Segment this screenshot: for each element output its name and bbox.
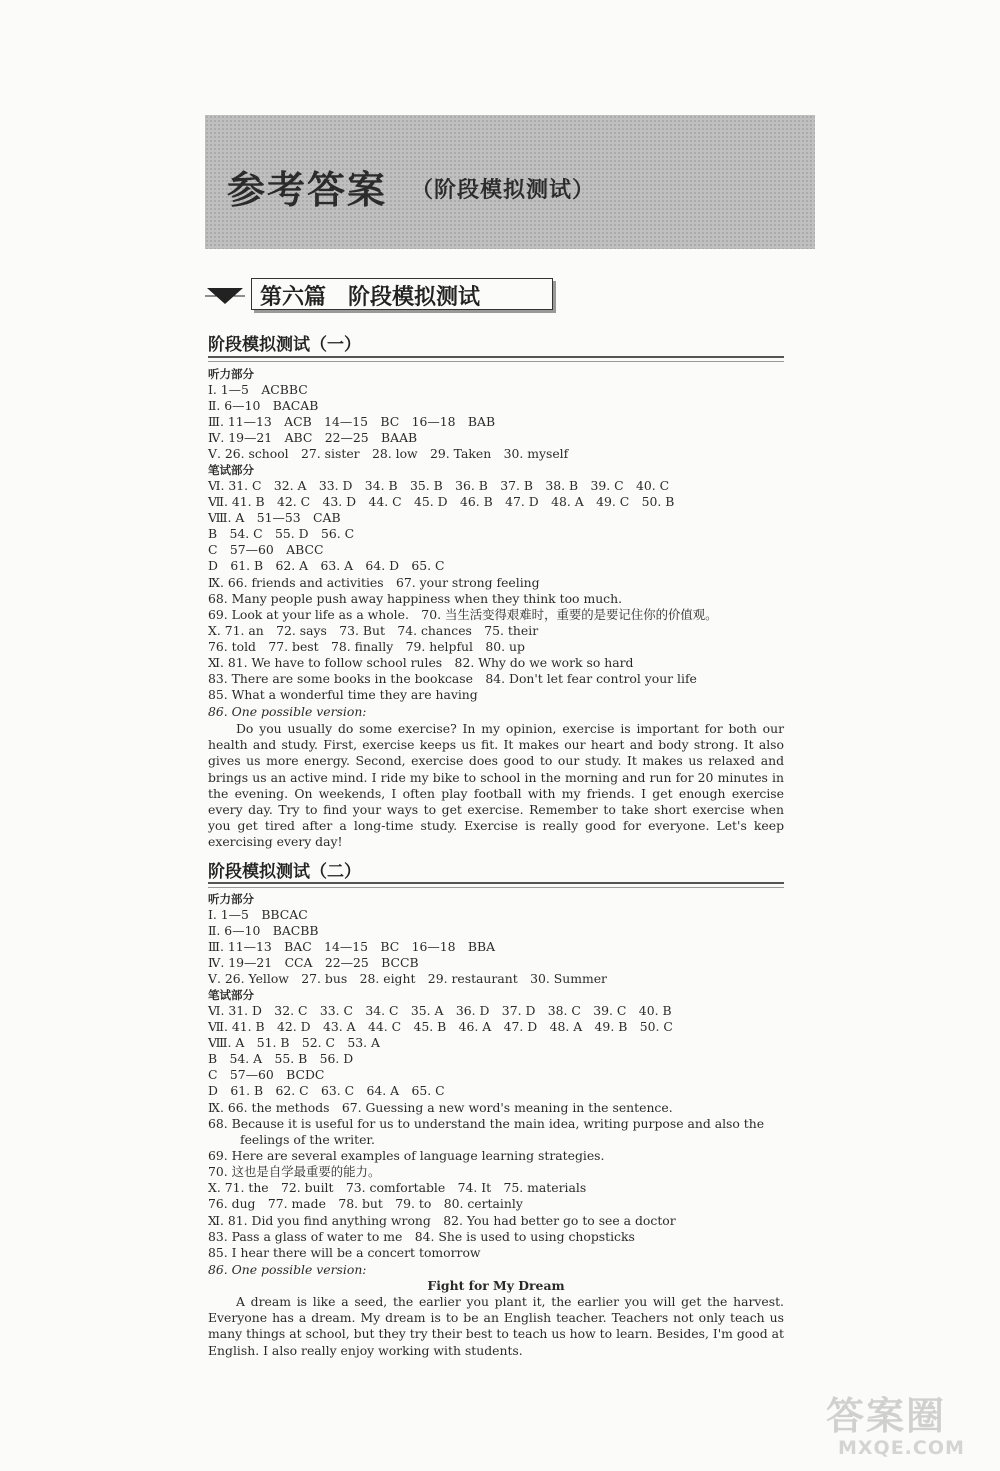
- essay-paragraph: Do you usually do some exercise? In my opinion, exercise is important for both our health and study. First, exercise keeps us fit. It makes our heart and body strong. It also gives us more energy. Second, exercise does good to our study. It makes us relaxed and brings us an active mind. I ride my bike to school in the morning and run for 20 minutes in the evening. On weekends, I often play football with my friends. I get enough exercise every day. Try to find your ways to get exercise. Remember to take short exercise when you get tired after a long-time study. Exercise is really good for everyone. Let's keep exercising every day!: [208, 721, 784, 850]
- list-item: Ⅺ. 81. We have to follow school rules 82. Why do we work so hard: [208, 655, 634, 670]
- chapter-label: 第六篇 阶段模拟测试: [260, 285, 481, 310]
- list-item: B 54. C 55. D 56. C: [208, 526, 355, 541]
- list-item: B 54. A 55. B 56. D: [208, 1051, 354, 1066]
- list-item: 85. I hear there will be a concert tomorrow: [208, 1245, 481, 1260]
- list-item: 83. There are some books in the bookcase 84. Don't let fear control your life: [208, 671, 697, 686]
- list-item: Ⅸ. 66. friends and activities 67. your strong feeling: [208, 575, 540, 590]
- chapter-box: [251, 278, 553, 310]
- list-item: 76. dug 77. made 78. but 79. to 80. certainly: [208, 1196, 523, 1211]
- list-item: 85. What a wonderful time they are having: [208, 687, 478, 702]
- list-item: Ⅷ. A 51—53 CAB: [208, 510, 341, 525]
- watermark-logo: 答案圈: [826, 1394, 947, 1438]
- list-item: D 61. B 62. A 63. A 64. D 65. C: [208, 558, 445, 573]
- list-item: Ⅰ. 1—5 BBCAC: [208, 907, 308, 922]
- banner-title: 参考答案: [227, 168, 388, 212]
- essay-title: Fight for My Dream: [427, 1278, 565, 1293]
- list-item: C 57—60 ABCC: [208, 542, 324, 557]
- list-item: 86. One possible version:: [208, 704, 367, 719]
- list-item: 76. told 77. best 78. finally 79. helpful 80. up: [208, 639, 525, 654]
- list-item: 86. One possible version:: [208, 1262, 367, 1277]
- list-item: 70. 这也是自学最重要的能力。: [208, 1164, 381, 1179]
- list-item: 68. Because it is useful for us to understand the main idea, writing purpose and also the: [208, 1116, 765, 1131]
- list-item: 笔试部分: [208, 988, 254, 1002]
- list-item: Ⅶ. 41. B 42. D 43. A 44. C 45. B 46. A 47. D 48. A 49. B 50. C: [208, 1019, 673, 1034]
- essay-paragraph: A dream is like a seed, the earlier you plant it, the earlier you will get the harvest. Everyone has a dream. My dream is to be an English teacher. Teachers not only teach us many things at school, but they try their best to teach us how to learn. Besides, I'm good at English. I also really enjoy working with students.: [208, 1294, 784, 1358]
- list-item: 69. Here are several examples of language learning strategies.: [208, 1148, 605, 1163]
- list-item: Ⅲ. 11—13 ACB 14—15 BC 16—18 BAB: [208, 414, 496, 429]
- list-item: Ⅶ. 41. B 42. C 43. D 44. C 45. D 46. B 47. D 48. A 49. C 50. B: [208, 494, 675, 509]
- list-item: 68. Many people push away happiness when they think too much.: [208, 591, 623, 606]
- list-item: Ⅱ. 6—10 BACBB: [208, 923, 319, 938]
- list-item: Ⅳ. 19—21 ABC 22—25 BAAB: [208, 430, 418, 445]
- list-item: Ⅴ. 26. Yellow 27. bus 28. eight 29. restaurant 30. Summer: [208, 971, 607, 986]
- list-item: 听力部分: [208, 367, 254, 381]
- list-item: Ⅰ. 1—5 ACBBC: [208, 382, 308, 397]
- list-item: Ⅴ. 26. school 27. sister 28. low 29. Taken 30. myself: [208, 446, 569, 461]
- list-item: D 61. B 62. C 63. C 64. A 65. C: [208, 1083, 445, 1098]
- list-item: Ⅺ. 81. Did you find anything wrong 82. You had better go to see a doctor: [208, 1213, 676, 1228]
- list-item: Ⅷ. A 51. B 52. C 53. A: [208, 1035, 380, 1050]
- banner-subtitle: （阶段模拟测试）: [411, 178, 596, 203]
- list-item: 83. Pass a glass of water to me 84. She is used to using chopsticks: [208, 1229, 635, 1244]
- chevron-down-icon: [205, 286, 245, 306]
- list-item: Ⅸ. 66. the methods 67. Guessing a new word's meaning in the sentence.: [208, 1100, 673, 1115]
- section-divider: [208, 882, 784, 888]
- list-item: Ⅲ. 11—13 BAC 14—15 BC 16—18 BBA: [208, 939, 496, 954]
- list-item: 听力部分: [208, 892, 254, 906]
- list-item: Ⅳ. 19—21 CCA 22—25 BCCB: [208, 955, 419, 970]
- list-item: Ⅱ. 6—10 BACAB: [208, 398, 319, 413]
- watermark-url: MXQE.COM: [838, 1437, 965, 1459]
- list-item: 69. Look at your life as a whole. 70. 当生活变得艰难时，重要的是要记住你的价值观。: [208, 607, 718, 622]
- list-item: Ⅹ. 71. an 72. says 73. But 74. chances 75. their: [208, 623, 539, 638]
- list-item: Ⅵ. 31. C 32. A 33. D 34. B 35. B 36. B 37. B 38. B 39. C 40. C: [208, 478, 670, 493]
- section-title-test1: 阶段模拟测试（一）: [208, 335, 361, 355]
- list-item: feelings of the writer.: [240, 1132, 375, 1147]
- header-banner: [205, 115, 815, 249]
- list-item: C 57—60 BCDC: [208, 1067, 325, 1082]
- section-divider: [208, 356, 784, 362]
- list-item: Ⅵ. 31. D 32. C 33. C 34. C 35. A 36. D 37. D 38. C 39. C 40. B: [208, 1003, 672, 1018]
- section-title-test2: 阶段模拟测试（二）: [208, 862, 361, 882]
- watermark: [820, 1385, 990, 1465]
- list-item: 笔试部分: [208, 463, 254, 477]
- list-item: Ⅹ. 71. the 72. built 73. comfortable 74. It 75. materials: [208, 1180, 587, 1195]
